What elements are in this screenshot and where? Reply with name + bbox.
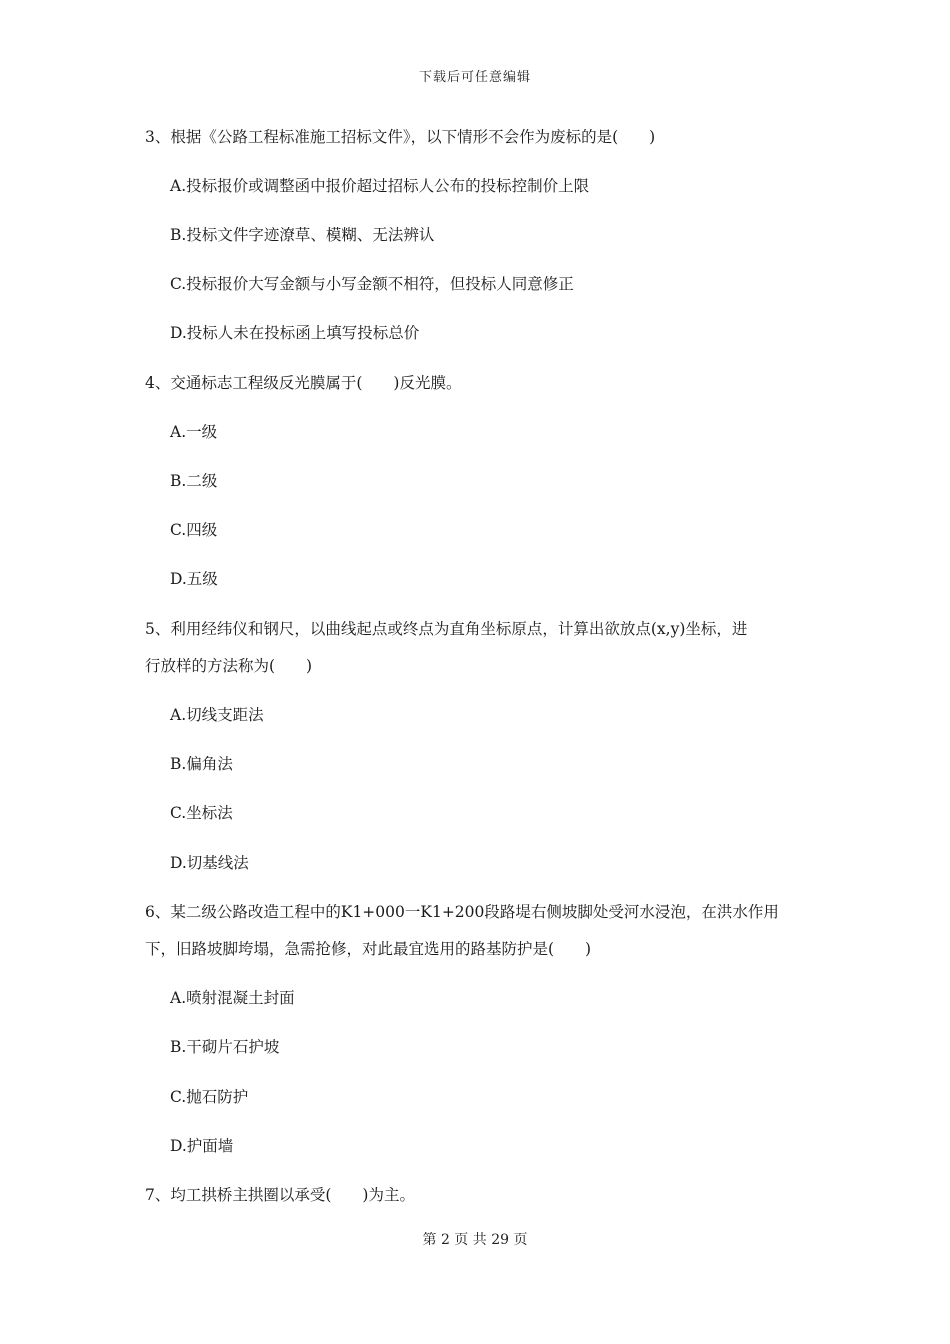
page-header: 下载后可任意编辑 (418, 70, 531, 85)
question-3-option-a: A.投标报价或调整函中报价超过招标人公布的投标控制价上限 (170, 177, 590, 195)
question-3-option-d: D.投标人未在投标函上填写投标总价 (170, 324, 420, 342)
question-6-stem-line-2: 下，旧路坡脚垮塌，急需抢修，对此最宜选用的路基防护是( ) (145, 940, 592, 958)
question-3-option-b: B.投标文件字迹潦草、模糊、无法辨认 (170, 226, 435, 244)
question-7-stem: 7、均工拱桥主拱圈以承受( )为主。 (145, 1186, 415, 1204)
question-6-option-c: C.抛石防护 (170, 1088, 249, 1106)
question-3-option-c: C.投标报价大写金额与小写金额不相符，但投标人同意修正 (170, 275, 574, 293)
question-6-option-b: B.干砌片石护坡 (170, 1038, 280, 1056)
question-4-option-b: B.二级 (170, 472, 218, 490)
question-6-option-a: A.喷射混凝土封面 (170, 989, 295, 1007)
question-5-stem-line-1: 5、利用经纬仪和钢尺，以曲线起点或终点为直角坐标原点，计算出欲放点(x,y)坐标，进 (145, 620, 748, 638)
question-6-option-d: D.护面墙 (170, 1137, 234, 1155)
question-4-option-d: D.五级 (170, 570, 218, 588)
question-5-option-a: A.切线支距法 (170, 706, 264, 724)
question-5-option-d: D.切基线法 (170, 854, 249, 872)
question-4-option-a: A.一级 (170, 423, 218, 441)
question-4-stem: 4、交通标志工程级反光膜属于( )反光膜。 (145, 374, 462, 392)
question-5-stem-line-2: 行放样的方法称为( ) (145, 657, 313, 675)
page-footer: 第 2 页 共 29 页 (422, 1232, 528, 1248)
question-5-option-b: B.偏角法 (170, 755, 233, 773)
question-5-option-c: C.坐标法 (170, 804, 233, 822)
question-3-stem: 3、根据《公路工程标准施工招标文件》，以下情形不会作为废标的是( ) (145, 128, 656, 146)
question-6-stem-line-1: 6、某二级公路改造工程中的K1+000一K1+200段路堤右侧坡脚处受河水浸泡，在洪水作用 (145, 903, 779, 921)
question-4-option-c: C.四级 (170, 521, 218, 539)
